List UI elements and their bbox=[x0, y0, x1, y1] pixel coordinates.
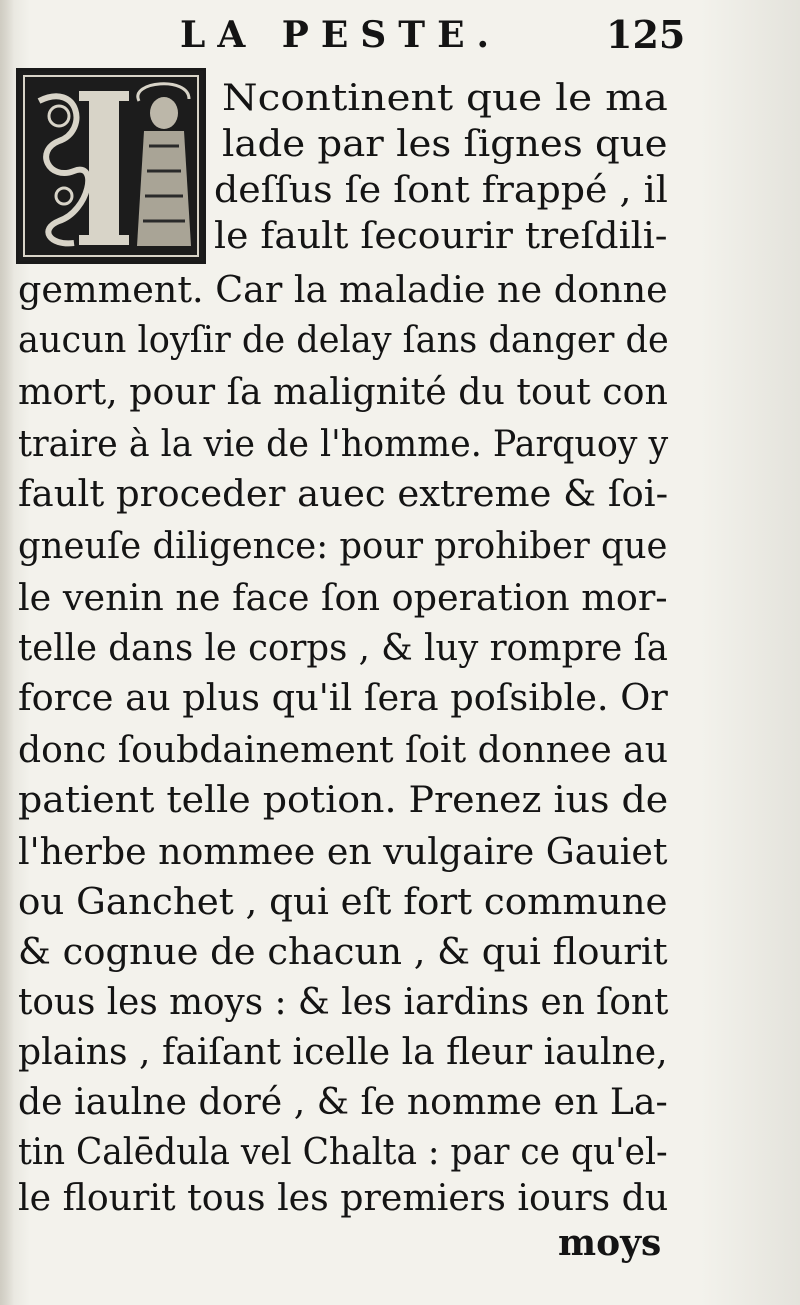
text-line: patient telle potion. Prenez ius de bbox=[18, 780, 669, 821]
text-line: de iaulne doré , & ſe nomme en La- bbox=[18, 1082, 668, 1123]
text-line: telle dans le corps , & luy rompre ſa bbox=[18, 628, 668, 669]
text-line: l'herbe nommee en vulgaire Gauiet bbox=[18, 832, 668, 873]
text-line: plains , faiſant icelle la fleur iaulne, bbox=[18, 1032, 668, 1073]
text-line: & cognue de chacun , & qui flourit bbox=[18, 932, 668, 973]
text-line: donc ſoubdainement ſoit donnee au bbox=[18, 730, 668, 771]
text-line: ou Ganchet , qui eſt fort commune bbox=[18, 882, 668, 923]
text-line: gemment. Car la maladie ne donne bbox=[18, 270, 668, 311]
gutter-shadow bbox=[0, 0, 14, 1305]
text-line: le venin ne face ſon operation mor- bbox=[18, 578, 668, 619]
text-line: tin Calēdula vel Chalta : par ce qu'el- bbox=[18, 1132, 668, 1173]
text-line: aucun loyſir de delay ſans danger de bbox=[18, 320, 669, 361]
text-line: gneuſe diligence: pour prohiber que bbox=[18, 526, 668, 567]
text-line: tous les moys : & les iardins en ſont bbox=[18, 982, 669, 1023]
text-line: force au plus qu'il ſera poſsible. Or bbox=[18, 678, 668, 719]
text-line: Ncontinent que le ma bbox=[222, 78, 668, 119]
catchword: moys bbox=[558, 1222, 662, 1264]
ornamental-initial-icon bbox=[16, 68, 206, 264]
text-line: le fault ſecourir treſdili- bbox=[214, 216, 668, 257]
page-header bbox=[0, 10, 800, 62]
page-number: 125 bbox=[606, 12, 686, 57]
text-line: lade par les ſignes que bbox=[222, 124, 668, 165]
text-line: traire à la vie de l'homme. Parquoy y bbox=[18, 424, 669, 465]
text-line: deſſus ſe ſont frappé , il bbox=[214, 170, 668, 211]
text-line: fault proceder auec extreme & ſoi- bbox=[18, 474, 669, 515]
text-line: mort, pour ſa malignité du tout con bbox=[18, 372, 668, 413]
running-title: LA PESTE. bbox=[180, 14, 502, 56]
text-line: le flourit tous les premiers iours du bbox=[18, 1178, 669, 1219]
